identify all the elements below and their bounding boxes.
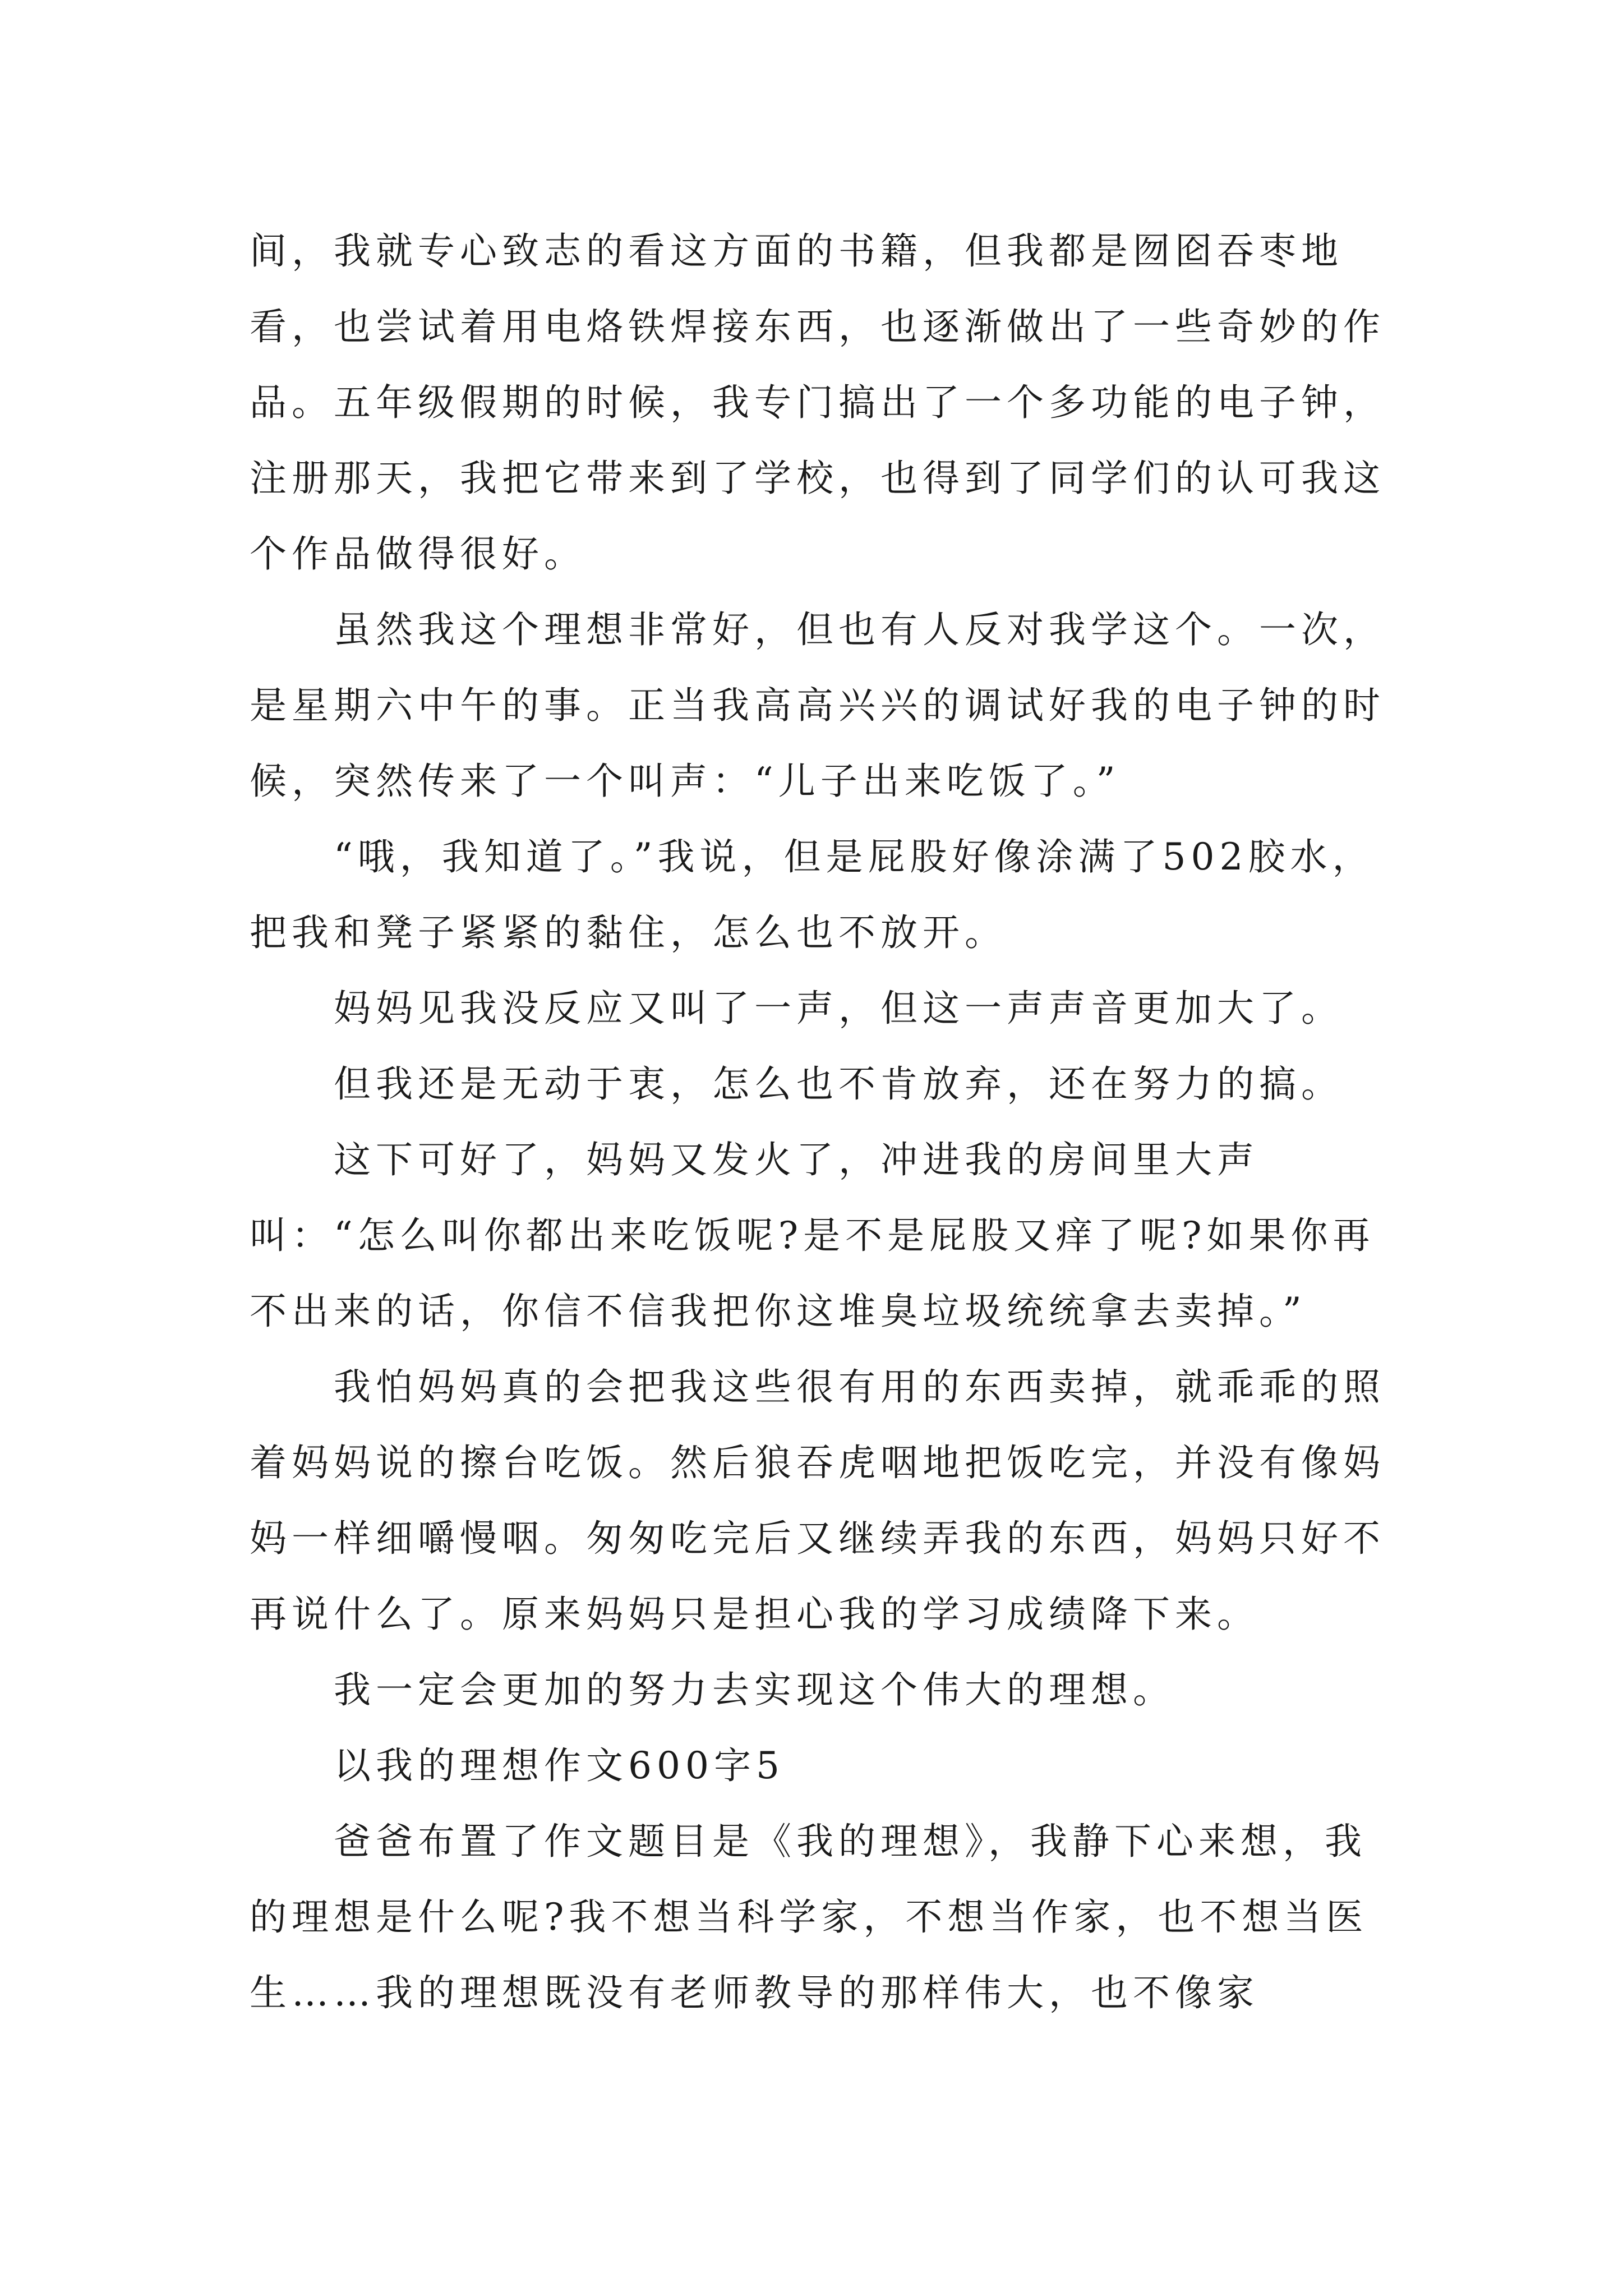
paragraph: 虽然我这个理想非常好，但也有人反对我学这个。一次，是星期六中午的事。正当我高高兴兴的调试好我的电子钟的时候，突然传来了一个叫声：“儿子出来吃饭了。” — [250, 608, 1385, 803]
paragraph: 这下可好了，妈妈又发火了，冲进我的房间里大声叫：“怎么叫你都出来吃饭呢?是不是屁股又痒了呢?如果你再不出来的话，你信不信我把你这堆臭垃圾统统拿去卖掉。” — [250, 1138, 1375, 1333]
section-heading: 以我的理想作文600字5 — [334, 1744, 785, 1787]
paragraph: 但我还是无动于衷，怎么也不肯放弃，还在努力的搞。 — [334, 1062, 1343, 1106]
paragraph: 间，我就专心致志的看这方面的书籍，但我都是囫囵吞枣地看，也尝试着用电烙铁焊接东西，也逐渐做出了一些奇妙的作品。五年级假期的时候，我专门搞出了一个多功能的电子钟，注册那天，我把它带来到了学校，也得到了同学们的认可我这个作品做得很好。 — [250, 229, 1385, 576]
paragraph: “哦，我知道了。”我说，但是屁股好像涂满了502胶水，把我和凳子紧紧的黏住，怎么也不放开。 — [250, 835, 1375, 954]
document-body — [250, 213, 1394, 2031]
paragraph: 爸爸布置了作文题目是《我的理想》，我静下心来想，我的理想是什么呢?我不想当科学家，不想当作家，也不想当医生……我的理想既没有老师教导的那样伟大，也不像家 — [250, 1820, 1368, 2014]
paragraph: 我怕妈妈真的会把我这些很有用的东西卖掉，就乖乖的照着妈妈说的擦台吃饭。然后狼吞虎咽地把饭吃完，并没有像妈妈一样细嚼慢咽。匆匆吃完后又继续弄我的东西，妈妈只好不再说什么了。原来妈妈只是担心我的学习成绩降下来。 — [250, 1365, 1385, 1636]
paragraph: 妈妈见我没反应又叫了一声，但这一声声音更加大了。 — [334, 987, 1343, 1030]
paragraph: 我一定会更加的努力去实现这个伟大的理想。 — [334, 1668, 1175, 1711]
